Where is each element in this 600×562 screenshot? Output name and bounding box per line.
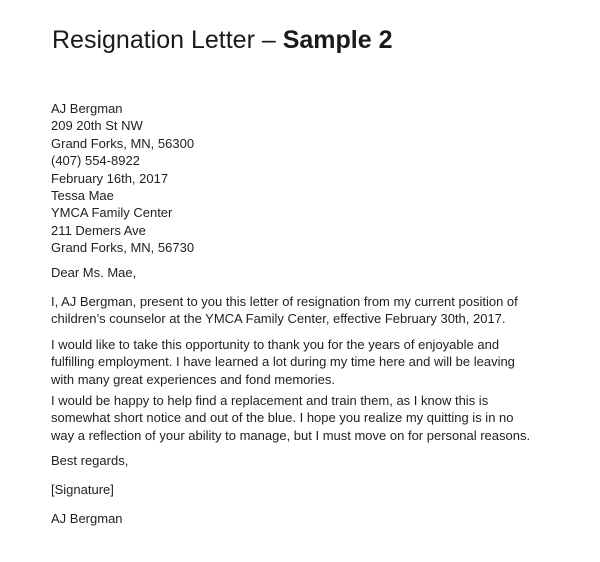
paragraph-line: way a reflection of your ability to manage, but I must move on for personal reasons.: [51, 427, 531, 443]
paragraph-resignation: [51, 293, 571, 328]
address-block: [51, 100, 194, 257]
paragraph-transition: [51, 392, 571, 444]
recipient-street: 211 Demers Ave: [51, 222, 146, 238]
sender-phone: (407) 554-8922: [51, 153, 140, 169]
recipient-city-state-zip: Grand Forks, MN, 56730: [51, 240, 195, 256]
signoff-name: AJ Bergman: [51, 511, 123, 526]
signature-placeholder: [Signature]: [51, 482, 114, 497]
paragraph-line: with many great experiences and fond memories.: [51, 371, 335, 387]
salutation: Dear Ms. Mae,: [51, 265, 137, 280]
paragraph-thanks: [51, 336, 571, 388]
recipient-organization: YMCA Family Center: [51, 205, 173, 221]
paragraph-line: children’s counselor at the YMCA Family Center, effective February 30th, 2017.: [51, 311, 506, 327]
letter-date: February 16th, 2017: [51, 170, 169, 186]
paragraph-line: fulfilling employment. I have learned a lot during my time here and will be leaving: [51, 354, 515, 370]
paragraph-line: I, AJ Bergman, present to you this letter of resignation from my current position of: [51, 294, 518, 309]
page-title: [52, 24, 392, 56]
title-sample-number: Sample 2: [282, 26, 393, 54]
sender-street: 209 20th St NW: [51, 118, 143, 134]
recipient-name: Tessa Mae: [51, 188, 114, 204]
paragraph-line: I would like to take this opportunity to thank you for the years of enjoyable and: [51, 337, 500, 352]
sender-name: AJ Bergman: [51, 101, 123, 116]
title-regular: Resignation Letter –: [52, 26, 283, 54]
closing: Best regards,: [51, 453, 129, 468]
paragraph-line: I would be happy to help find a replacement and train them, as I know this is: [51, 393, 489, 408]
paragraph-line: somewhat short notice and out of the blue. I hope you realize my quitting is in no: [51, 410, 514, 426]
sender-city-state-zip: Grand Forks, MN, 56300: [51, 135, 195, 151]
